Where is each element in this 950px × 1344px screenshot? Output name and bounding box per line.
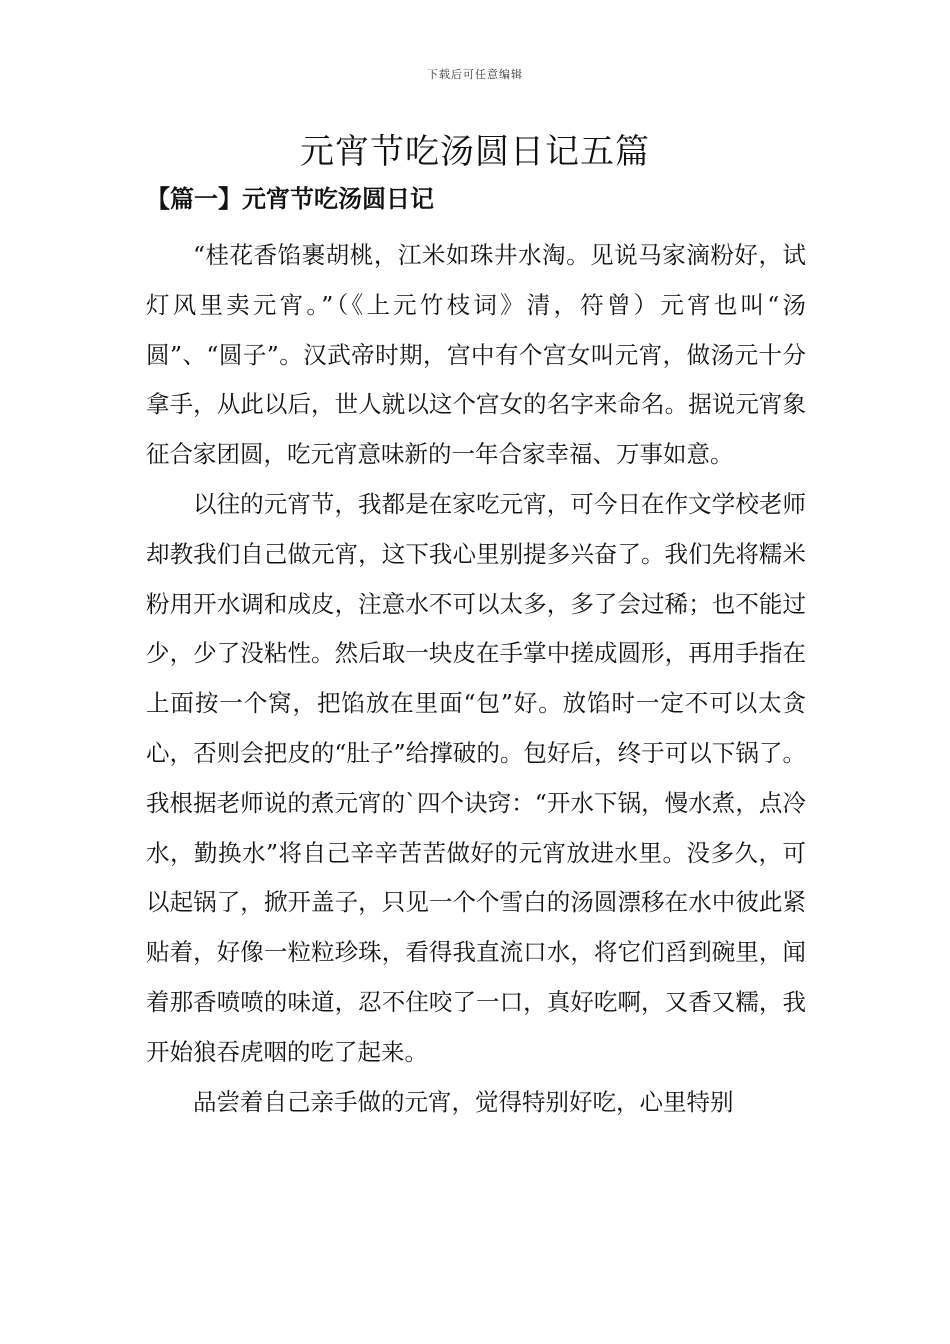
paragraph-2: 以往的元宵节，我都是在家吃元宵，可今日在作文学校老师却教我们自己做元宵，这下我心里别提多兴奋了。我们先将糯米粉用开水调和成皮，注意水不可以太多，多了会过稀；也不能过少，少了没粘性。然后取一块皮在手掌中搓成圆形，再用手指在上面按一个窝，把馅放在里面“包”好。放馅时一定不可以太贪心，否则会把皮的“肚子”给撑破的。包好后，终于可以下锅了。我根据老师说的煮元宵的`四个诀窍：“开水下锅，慢水煮，点冷水，勤换水”将自己辛辛苦苦做好的元宵放进水里。没多久，可以起锅了，掀开盖子，只见一个个雪白的汤圆漂移在水中彼此紧贴着，好像一粒粒珍珠，看得我直流口水，将它们舀到碗里，闻着那香喷喷的味道，忍不住咬了一口，真好吃啊，又香又糯，我开始狼吞虎咽的吃了起来。 xyxy=(146,489,806,1066)
document-title: 元宵节吃汤圆日记五篇 xyxy=(300,132,650,172)
document-body xyxy=(146,231,806,1127)
paragraph-3: 品尝着自己亲手做的元宵，觉得特别好吃，心里特别 xyxy=(193,1087,734,1116)
paragraph-1: “桂花香馅裹胡桃，江米如珠井水淘。见说马家滴粉好，试灯风里卖元宵。”（《上元竹枝词》清，符曾）元宵也叫“汤圆”、“圆子”。汉武帝时期，宫中有个宫女叫元宵，做汤元十分拿手，从此以后，世人就以这个宫女的名字来命名。据说元宵象征合家团圆，吃元宵意味新的一年合家幸福、万事如意。 xyxy=(146,241,806,469)
header-note: 下载后可任意编辑 xyxy=(427,68,523,81)
section-heading: 【篇一】元宵节吃汤圆日记 xyxy=(146,184,434,213)
